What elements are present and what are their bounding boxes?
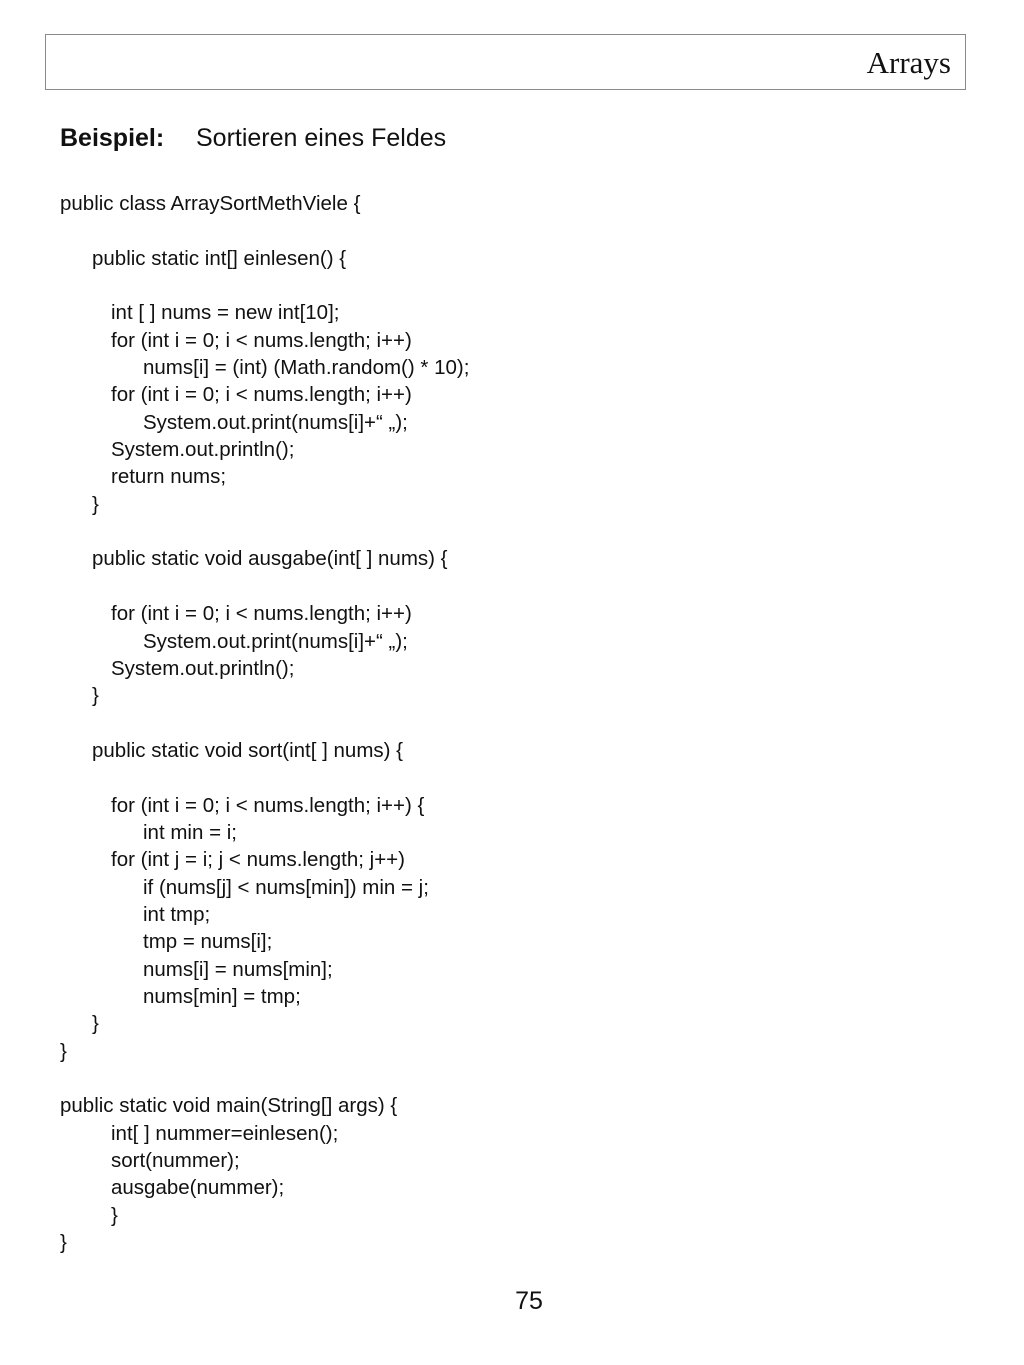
code-line: public static void ausgabe(int[ ] nums) { bbox=[92, 547, 448, 571]
code-line bbox=[60, 1065, 469, 1092]
code-line: nums[min] = tmp; bbox=[143, 984, 301, 1008]
code-line bbox=[60, 710, 469, 737]
code-line bbox=[60, 764, 469, 791]
page-number: 75 bbox=[515, 1287, 543, 1315]
code-line: int [ ] nums = new int[10]; bbox=[111, 301, 340, 325]
header-box bbox=[45, 34, 966, 90]
example-title: Sortieren eines Feldes bbox=[196, 124, 447, 152]
code-line bbox=[60, 573, 469, 600]
section-title: Arrays bbox=[866, 45, 951, 80]
code-line: if (nums[j] < nums[min]) min = j; bbox=[143, 875, 429, 899]
example-label: Beispiel: bbox=[60, 124, 165, 152]
code-line: public static void main(String[] args) { bbox=[60, 1094, 398, 1118]
code-line: System.out.println(); bbox=[111, 438, 295, 462]
code-line bbox=[60, 272, 469, 299]
code-line: return nums; bbox=[111, 465, 227, 489]
code-line: int min = i; bbox=[143, 820, 237, 844]
code-block bbox=[60, 190, 469, 1256]
code-line: tmp = nums[i]; bbox=[143, 930, 273, 954]
code-line: int[ ] nummer=einlesen(); bbox=[111, 1121, 339, 1145]
code-line: int tmp; bbox=[143, 902, 211, 926]
code-line: } bbox=[92, 492, 99, 516]
code-line: nums[i] = nums[min]; bbox=[143, 957, 333, 981]
code-line: sort(nummer); bbox=[111, 1149, 240, 1173]
code-line bbox=[60, 518, 469, 545]
code-line: public class ArraySortMethViele { bbox=[60, 192, 361, 215]
code-line: } bbox=[92, 684, 99, 708]
code-line: } bbox=[60, 1231, 67, 1255]
code-line: for (int i = 0; i < nums.length; i++) bbox=[111, 602, 412, 626]
code-line: public static int[] einlesen() { bbox=[92, 246, 347, 270]
code-line: nums[i] = (int) (Math.random() * 10); bbox=[143, 356, 470, 380]
code-line: for (int i = 0; i < nums.length; i++) bbox=[111, 383, 412, 407]
code-line: System.out.print(nums[i]+“ „); bbox=[143, 410, 408, 434]
code-line: public static void sort(int[ ] nums) { bbox=[92, 738, 404, 762]
code-line bbox=[60, 217, 469, 244]
code-line: } bbox=[60, 1039, 67, 1063]
code-line: } bbox=[111, 1203, 118, 1227]
code-line: ausgabe(nummer); bbox=[111, 1176, 285, 1200]
code-line: } bbox=[92, 1012, 99, 1036]
code-line: System.out.println(); bbox=[111, 656, 295, 680]
code-line: for (int i = 0; i < nums.length; i++) bbox=[111, 328, 412, 352]
example-heading bbox=[60, 124, 446, 153]
code-line: System.out.print(nums[i]+“ „); bbox=[143, 629, 408, 653]
code-line: for (int j = i; j < nums.length; j++) bbox=[111, 848, 405, 872]
code-line: for (int i = 0; i < nums.length; i++) { bbox=[111, 793, 425, 817]
